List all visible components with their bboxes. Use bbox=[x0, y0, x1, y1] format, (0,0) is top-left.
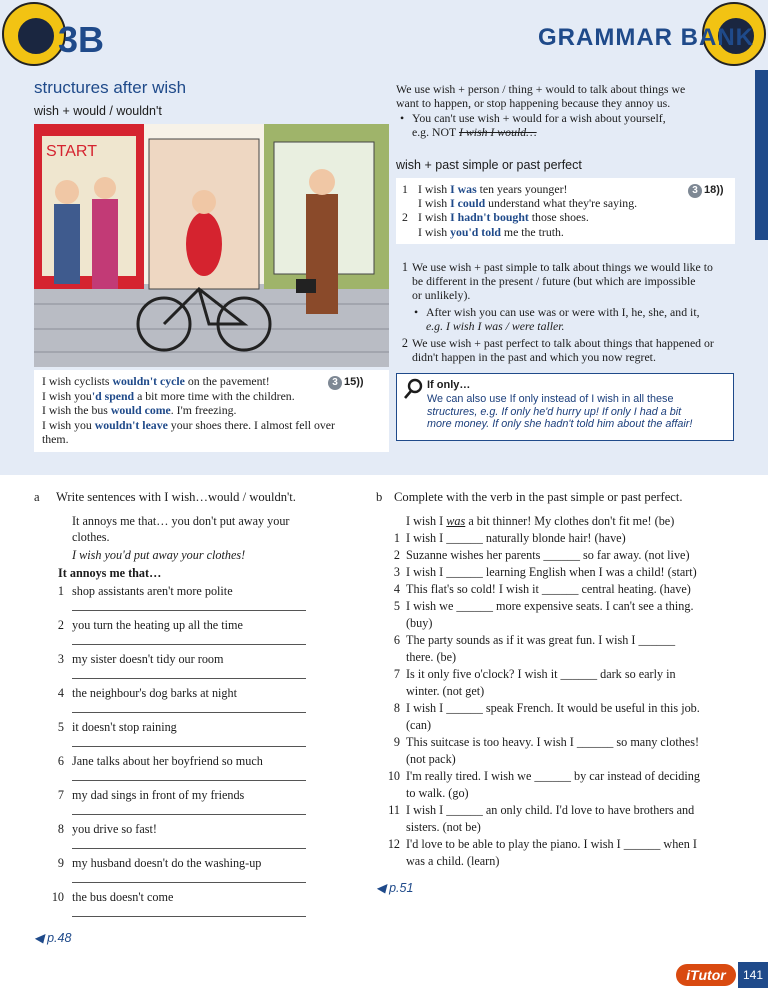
exercise-b-item: (can) bbox=[406, 718, 432, 732]
exercise-a-item-number: 7 bbox=[57, 788, 64, 802]
exercise-b-item: I'd love to be able to play the piano. I wish I ______ when I bbox=[406, 837, 697, 851]
if-only-box bbox=[396, 373, 734, 441]
exercise-b-item: Is it only five o'clock? I wish it ______ dark so early in bbox=[406, 667, 676, 681]
would-subheading: wish + would / wouldn't bbox=[34, 104, 162, 118]
shop-sign: START bbox=[46, 143, 97, 160]
exercise-a-item-number: 5 bbox=[57, 720, 64, 734]
answer-line[interactable] bbox=[72, 780, 306, 781]
page-number: 141 bbox=[738, 962, 768, 988]
if-only-text: We can also use If only instead of I wish in all these structures, e.g. If only he'd hurry up! If only I had a bit more money. If only she hadn't told him about the affair! bbox=[427, 393, 693, 431]
exercise-a-item: my sister doesn't tidy our room bbox=[72, 652, 224, 666]
past-examples: 1 I wish I was ten years younger! I wish I could understand what they're saying. 2 I wish I hadn't bought those shoes. I wish you'd told me the truth. bbox=[402, 182, 638, 239]
exercise-a-item: my husband doesn't do the washing-up bbox=[72, 856, 262, 870]
audio-track-15[interactable]: 3 15)) bbox=[328, 376, 364, 390]
past-rule-1-bullet: After wish you can use was or were with I, he, she, and it, e.g. I wish I was / were taller. bbox=[426, 305, 700, 334]
answer-line[interactable] bbox=[72, 746, 306, 747]
exercise-a-label: a bbox=[34, 490, 40, 504]
would-rule-text: We use wish + person / thing + would to talk about things we want to happen, or stop happening because they annoy us. bbox=[396, 82, 686, 111]
exercise-b-instruction: Complete with the verb in the past simple or past perfect. bbox=[394, 490, 683, 504]
answer-line[interactable] bbox=[72, 882, 306, 883]
exercise-b-item-number: 8 bbox=[393, 701, 400, 715]
exercise-b-item-number: 11 bbox=[388, 803, 400, 817]
answer-line[interactable] bbox=[72, 678, 306, 679]
exercise-b-item: was a child. (learn) bbox=[406, 854, 500, 868]
exercise-b-item: Suzanne wishes her parents ______ so far away. (not live) bbox=[406, 548, 690, 562]
exercise-b-item: I wish I ______ speak French. It would be useful in this job. bbox=[406, 701, 700, 715]
exercise-a-instruction: Write sentences with I wish…would / wouldn't. bbox=[56, 490, 296, 504]
exercise-b-item-number: 1 bbox=[393, 531, 400, 545]
example-line: I wish cyclists wouldn't cycle on the pavement! bbox=[42, 374, 270, 388]
answer-line[interactable] bbox=[72, 916, 306, 917]
street-illustration bbox=[34, 124, 389, 367]
example-line: I wish you wouldn't leave your shoes there. I almost fell over bbox=[42, 417, 335, 432]
exercise-a-item-number: 3 bbox=[57, 652, 64, 666]
example-line: I wish the bus would come. I'm freezing. bbox=[42, 403, 237, 418]
exercise-b-item-number: 12 bbox=[387, 837, 400, 851]
exercise-a-item-number: 6 bbox=[57, 754, 64, 768]
exercise-b-example: I wish I was a bit thinner! My clothes don't fit me! (be) bbox=[406, 514, 675, 528]
exercise-a-example-answer: I wish you'd put away your clothes! bbox=[72, 548, 246, 562]
watermark-badge-left bbox=[2, 2, 66, 66]
itutor-logo: iTutor bbox=[676, 964, 736, 986]
exercise-a-item: you turn the heating up all the time bbox=[72, 618, 243, 632]
past-rule-2: We use wish + past perfect to talk about things that happened or didn't happen in the past and which you now regret. bbox=[412, 336, 714, 365]
exercise-b-item: I wish I ______ naturally blonde hair! (have) bbox=[406, 531, 626, 545]
exercise-a-item-number: 9 bbox=[57, 856, 64, 870]
exercise-b-item: there. (be) bbox=[406, 650, 457, 664]
answer-line[interactable] bbox=[72, 644, 306, 645]
exercise-a-item: the neighbour's dog barks at night bbox=[72, 686, 238, 700]
exercise-b-item-number: 4 bbox=[393, 582, 400, 596]
exercise-a-item: it doesn't stop raining bbox=[72, 720, 177, 734]
answer-line[interactable] bbox=[72, 610, 306, 611]
exercise-b-item: winter. (not get) bbox=[406, 684, 485, 698]
magnifier-icon bbox=[403, 378, 423, 400]
exercise-b-item: The party sounds as if it was great fun. I wish I ______ bbox=[406, 633, 676, 647]
unit-number: 3B bbox=[58, 19, 105, 60]
exercise-b-item: This flat's so cold! I wish it ______ central heating. (have) bbox=[406, 582, 691, 596]
exercise-b-item-number: 2 bbox=[393, 548, 400, 562]
exercise-b-item-number: 6 bbox=[393, 633, 400, 647]
audio-track-18[interactable]: 3 18)) bbox=[688, 184, 724, 198]
answer-line[interactable] bbox=[72, 814, 306, 815]
exercise-b-item: I wish I ______ an only child. I'd love to have brothers and bbox=[406, 803, 695, 817]
past-rule-1: We use wish + past simple to talk about things we would like to be different in the present / future (but which are impossible or unlikely). bbox=[412, 260, 713, 303]
exercise-b-item: sisters. (not be) bbox=[406, 820, 481, 834]
would-bullet: You can't use wish + would for a wish about yourself, e.g. NOT I wish I would… bbox=[412, 111, 666, 140]
exercise-a-lead: It annoys me that… bbox=[58, 566, 162, 580]
page-ref-51[interactable]: ◀ p.51 bbox=[376, 881, 414, 895]
example-line: them. bbox=[42, 432, 69, 447]
exercise-a-item-number: 2 bbox=[57, 618, 64, 632]
exercise-b-item: I wish we ______ more expensive seats. I can't see a thing. bbox=[406, 599, 694, 613]
if-only-title: If only… bbox=[427, 379, 471, 391]
answer-line[interactable] bbox=[72, 712, 306, 713]
exercise-a-item-number: 4 bbox=[57, 686, 64, 700]
side-tab bbox=[755, 70, 768, 240]
exercise-b-item: (not pack) bbox=[406, 752, 456, 766]
exercise-a-item-number: 8 bbox=[57, 822, 64, 836]
structures-heading: structures after wish bbox=[34, 78, 187, 97]
exercise-b-item: This suitcase is too heavy. I wish I ______ so many clothes! bbox=[406, 735, 700, 749]
answer-line[interactable] bbox=[72, 848, 306, 849]
exercise-a-item: the bus doesn't come bbox=[72, 890, 174, 904]
exercise-b-item-number: 9 bbox=[393, 735, 400, 749]
example-line: I wish you'd spend a bit more time with the children. bbox=[42, 388, 295, 403]
exercise-a-item: you drive so fast! bbox=[72, 822, 157, 836]
exercise-a-item-number: 10 bbox=[51, 890, 64, 904]
exercise-b-item-number: 3 bbox=[393, 565, 400, 579]
section-title: GRAMMAR BANK bbox=[538, 24, 754, 51]
exercise-b-item-number: 7 bbox=[393, 667, 400, 681]
page-ref-48[interactable]: ◀ p.48 bbox=[34, 931, 72, 945]
past-heading: wish + past simple or past perfect bbox=[396, 158, 582, 172]
exercise-b-item: I wish I ______ learning English when I was a child! (start) bbox=[406, 565, 697, 579]
exercise-b-item: (buy) bbox=[406, 616, 433, 630]
exercise-b-item: I'm really tired. I wish we ______ by car instead of deciding bbox=[406, 769, 700, 783]
exercise-a-item: shop assistants aren't more polite bbox=[72, 584, 233, 598]
exercise-b-item: to walk. (go) bbox=[406, 786, 469, 800]
exercise-a-item: Jane talks about her boyfriend so much bbox=[72, 754, 263, 768]
exercise-b-label: b bbox=[376, 490, 383, 504]
exercise-b-item-number: 10 bbox=[387, 769, 400, 783]
exercise-a-item-number: 1 bbox=[57, 584, 64, 598]
exercise-a-item: my dad sings in front of my friends bbox=[72, 788, 245, 802]
exercise-b-item-number: 5 bbox=[393, 599, 400, 613]
